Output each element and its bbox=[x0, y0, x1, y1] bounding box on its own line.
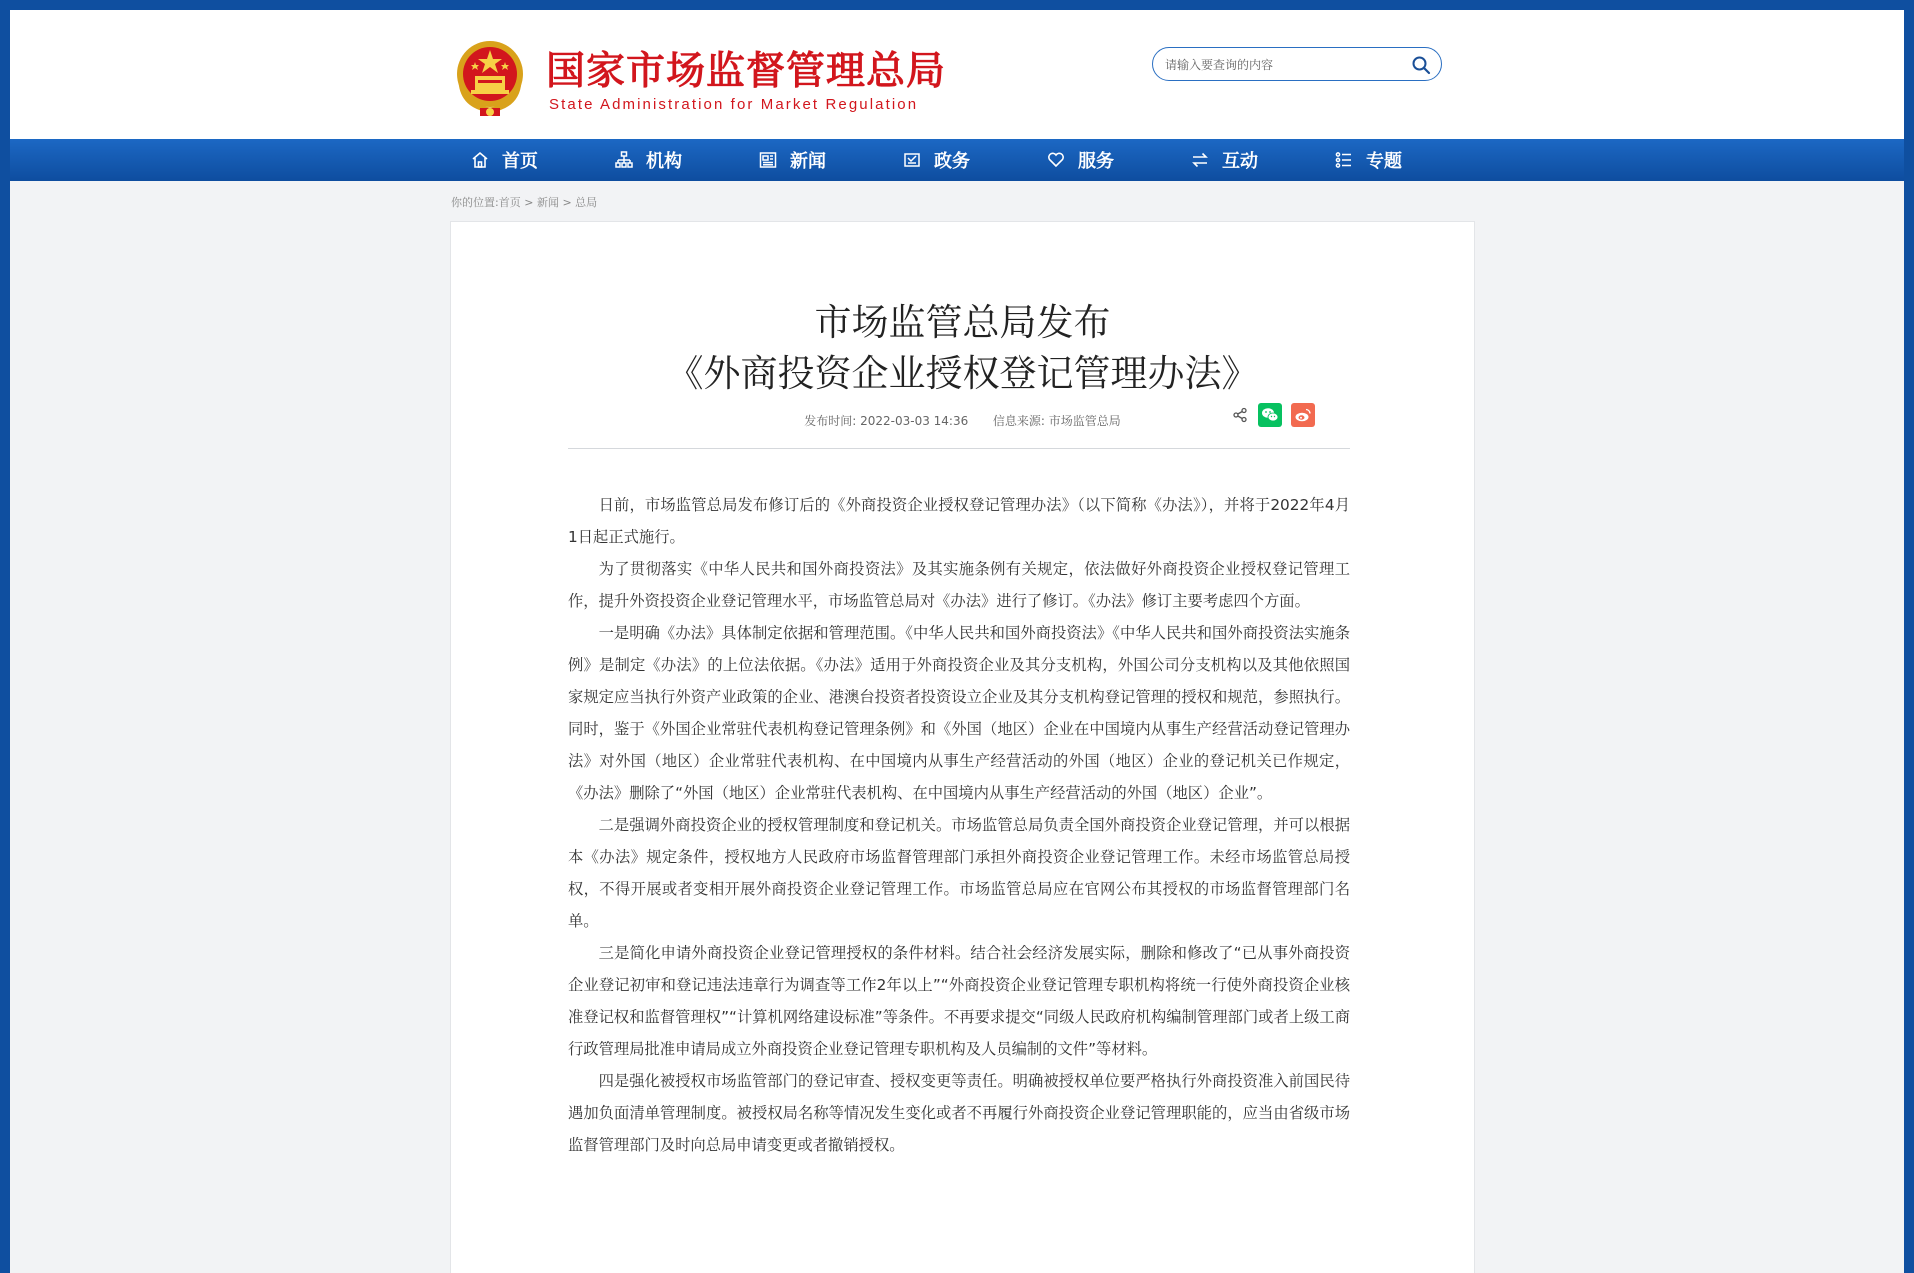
breadcrumb-item-bureau[interactable]: 总局 bbox=[575, 196, 598, 209]
nav-label-affairs: 政务 bbox=[934, 151, 970, 172]
site-logo[interactable] bbox=[453, 34, 953, 124]
breadcrumb-item-home[interactable]: 首页 bbox=[498, 196, 521, 209]
search-box bbox=[1152, 47, 1442, 81]
exchange-arrows-icon bbox=[1190, 150, 1210, 170]
publish-label: 发布时间: bbox=[804, 414, 857, 428]
article-title-line1: 市场监管总局发布 bbox=[814, 301, 1111, 344]
wechat-icon[interactable] bbox=[1258, 403, 1282, 427]
article-body bbox=[568, 489, 1350, 1161]
page-frame bbox=[10, 10, 1904, 1273]
breadcrumb-item-news[interactable]: 新闻 bbox=[536, 196, 559, 209]
publish-time: 2022-03-03 14:36 bbox=[860, 414, 969, 428]
breadcrumb-prefix: 你的位置: bbox=[451, 196, 499, 209]
topics-list-icon bbox=[1334, 150, 1354, 170]
title-divider bbox=[568, 448, 1350, 449]
article-paragraph: 三是简化申请外商投资企业登记管理授权的条件材料。结合社会经济发展实际，删除和修改了“已从事外商投资企业登记初审和登记违法违章行为调查等工作2年以上”“外商投资企业登记管理专职机构将统一行使外商投资企业核准登记权和监督管理权”“计算机网络建设标准”等条件。不再要求提交“同级人民政府机构编制管理部门或者上级工商行政管理局批准申请局成立外商投资企业登记管理专职机构及人员编制的文件”等材料。 bbox=[568, 944, 1350, 1058]
nav-label-org: 机构 bbox=[646, 151, 682, 172]
share-bar bbox=[1231, 403, 1315, 427]
site-title: 国家市场监督管理总局 bbox=[546, 49, 947, 94]
article-paragraph: 为了贯彻落实《中华人民共和国外商投资法》及其实施条例有关规定，依法做好外商投资企业授权登记管理工作，提升外资投资企业登记管理水平，市场监管总局对《办法》进行了修订。《办法》修订主要考虑四个方面。 bbox=[568, 560, 1350, 610]
nav-label-service: 服务 bbox=[1078, 151, 1114, 172]
article-title-line2: 《外商投资企业授权登记管理办法》 bbox=[666, 352, 1259, 395]
weibo-icon[interactable] bbox=[1291, 403, 1315, 427]
site-header bbox=[10, 10, 1904, 139]
source-label: 信息来源: bbox=[992, 414, 1045, 428]
article-meta bbox=[451, 412, 1474, 429]
nav-item-news[interactable] bbox=[758, 139, 826, 181]
nav-label-topics: 专题 bbox=[1366, 151, 1402, 172]
article-paragraph: 日前，市场监管总局发布修订后的《外商投资企业授权登记管理办法》（以下简称《办法》），并将于2022年4月1日起正式施行。 bbox=[568, 496, 1350, 546]
breadcrumb-separator: > bbox=[562, 196, 572, 209]
site-subtitle: State Administration for Market Regulation bbox=[549, 96, 919, 113]
nav-label-news: 新闻 bbox=[790, 151, 826, 172]
nav-item-affairs[interactable] bbox=[902, 139, 970, 181]
article-card bbox=[450, 221, 1475, 1273]
share-icon[interactable] bbox=[1231, 406, 1249, 424]
search-input[interactable] bbox=[1163, 54, 1397, 76]
article-paragraph: 一是明确《办法》具体制定依据和管理范围。《中华人民共和国外商投资法》《中华人民共和国外商投资法实施条例》是制定《办法》的上位法依据。《办法》适用于外商投资企业及其分支机构，外国公司分支机构以及其他依照国家规定应当执行外资产业政策的企业、港澳台投资者投资设立企业及其分支机构登记管理的授权和规范，参照执行。同时，鉴于《外国企业常驻代表机构登记管理条例》和《外国（地区）企业在中国境内从事生产经营活动登记管理办法》对外国（地区）企业常驻代表机构、在中国境内从事生产经营活动的外国（地区）企业的登记机关已作规定，《办法》删除了“外国（地区）企业常驻代表机构、在中国境内从事生产经营活动的外国（地区）企业”。 bbox=[568, 624, 1350, 802]
breadcrumb-separator: > bbox=[524, 196, 534, 209]
nav-label-home: 首页 bbox=[502, 151, 538, 172]
national-emblem-icon bbox=[453, 38, 527, 118]
org-chart-icon bbox=[614, 150, 634, 170]
nav-label-interact: 互动 bbox=[1222, 151, 1258, 172]
nav-item-home[interactable] bbox=[470, 139, 538, 181]
source-value: 市场监管总局 bbox=[1048, 414, 1121, 428]
nav-item-interact[interactable] bbox=[1190, 139, 1258, 181]
heart-icon bbox=[1046, 150, 1066, 170]
article-paragraph: 四是强化被授权市场监管部门的登记审查、授权变更等责任。明确被授权单位要严格执行外商投资准入前国民待遇加负面清单管理制度。被授权局名称等情况发生变化或者不再履行外商投资企业登记管理职能的，应当由省级市场监督管理部门及时向总局申请变更或者撤销授权。 bbox=[568, 1072, 1350, 1154]
nav-item-topics[interactable] bbox=[1334, 139, 1402, 181]
government-affairs-icon bbox=[902, 150, 922, 170]
article-paragraph: 二是强调外商投资企业的授权管理制度和登记机关。市场监管总局负责全国外商投资企业登记管理，并可以根据本《办法》规定条件，授权地方人民政府市场监督管理部门承担外商投资企业登记管理工作。未经市场监管总局授权，不得开展或者变相开展外商投资企业登记管理工作。市场监管总局应在官网公布其授权的市场监督管理部门名单。 bbox=[568, 816, 1350, 930]
nav-item-service[interactable] bbox=[1046, 139, 1114, 181]
nav-item-org[interactable] bbox=[614, 139, 682, 181]
main-nav bbox=[10, 139, 1904, 181]
home-icon bbox=[470, 150, 490, 170]
newspaper-icon bbox=[758, 150, 778, 170]
search-icon[interactable] bbox=[1411, 55, 1431, 75]
breadcrumb bbox=[451, 194, 597, 210]
